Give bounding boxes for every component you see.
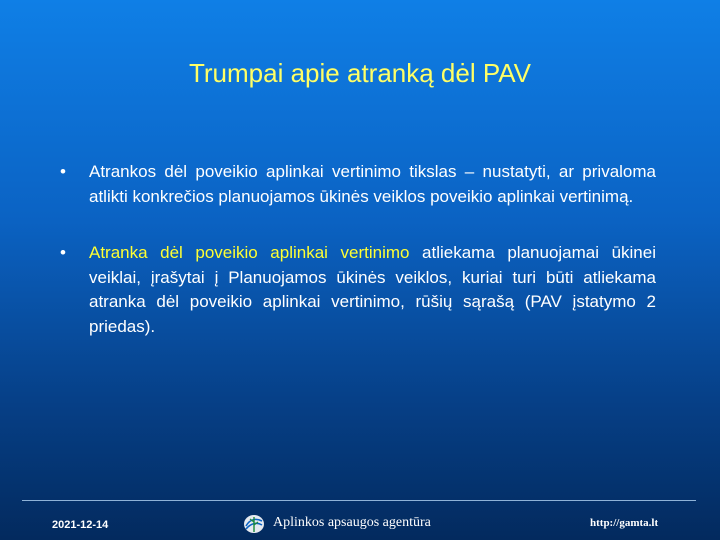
bullet-item-1 xyxy=(60,160,656,209)
bullet-text: Atrankos dėl poveikio aplinkai vertinimo tikslas – nustatyti, ar privaloma atlikti konkrečios planuojamos ūkinės veiklos poveikio aplinkai vertinimą. xyxy=(89,162,656,206)
bullet-highlight-text: Atranka dėl poveikio aplinkai vertinimo xyxy=(89,243,410,262)
bullet-item-2 xyxy=(60,241,656,339)
footer-agency-name: Aplinkos apsaugos agentūra xyxy=(273,515,431,530)
bullet-text: atliekama planuojamai ūkinei veiklai, įrašytai į Planuojamos ūkinės veiklos, kuriai turi būti atliekama atranka dėl poveikio aplinkai vertinimo, rūšių sąrašą (PAV įstatymo 2 priedas). xyxy=(89,243,656,336)
bullet-marker: • xyxy=(60,162,66,181)
bullet-list xyxy=(60,160,656,371)
agency-logo-icon xyxy=(242,513,266,535)
bullet-marker: • xyxy=(60,243,66,262)
slide-title: Trumpai apie atranką dėl PAV xyxy=(188,58,532,88)
footer-url-link[interactable]: http://gamta.lt xyxy=(590,517,659,529)
footer-divider xyxy=(22,500,696,501)
footer-date: 2021-12-14 xyxy=(52,519,109,531)
